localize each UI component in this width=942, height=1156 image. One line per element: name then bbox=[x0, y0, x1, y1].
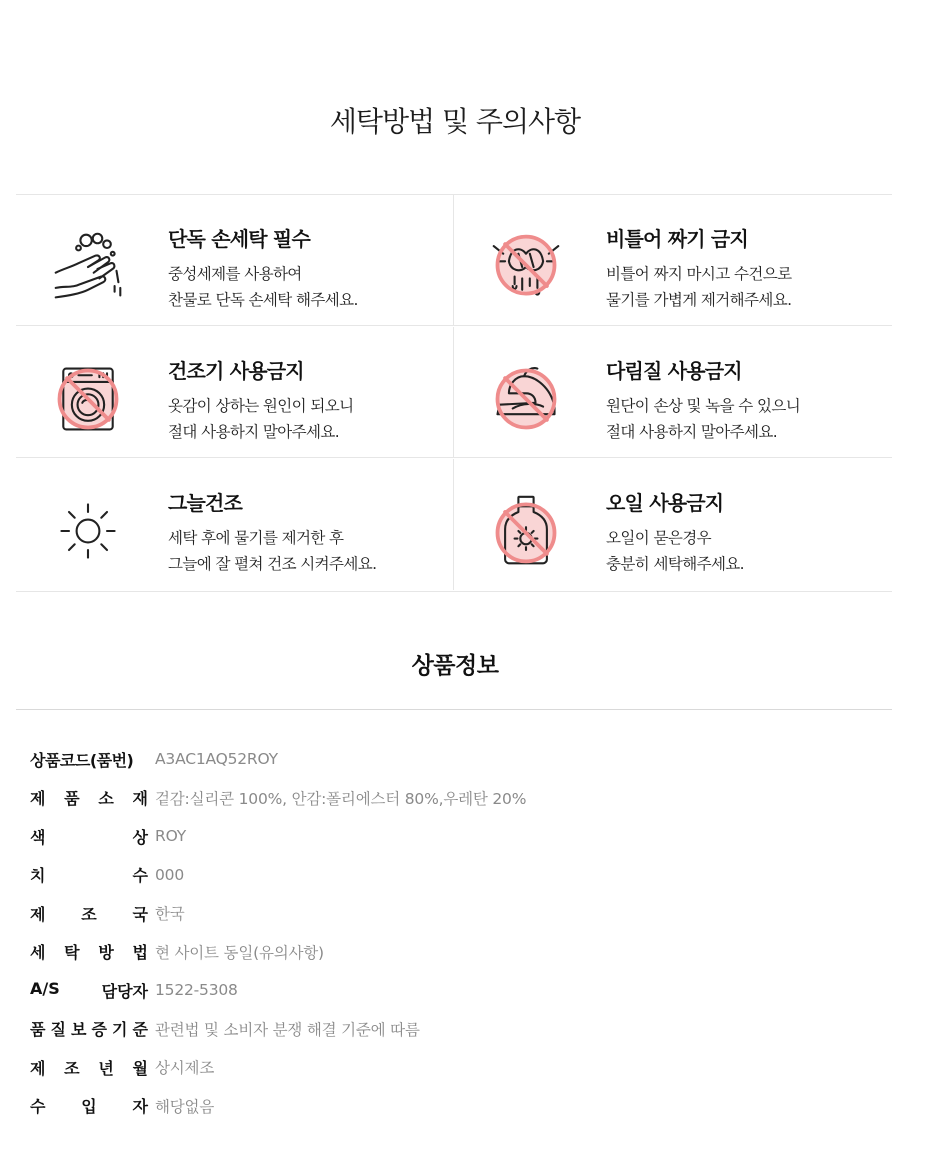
care-item-title: 비틀어 짜기 금지 bbox=[606, 227, 748, 251]
care-item-desc-line1: 중성세제를 사용하여 bbox=[168, 265, 302, 283]
care-item-desc-line2: 충분히 세탁해주세요. bbox=[606, 555, 745, 573]
care-item-shade-dry bbox=[16, 459, 453, 590]
info-label: 품 질 보 증 기 준 bbox=[30, 1020, 148, 1040]
care-item-title: 오일 사용금지 bbox=[606, 491, 724, 515]
care-grid bbox=[16, 194, 892, 592]
info-value: 해당없음 bbox=[155, 1097, 215, 1116]
care-item-desc-line2: 절대 사용하지 말아주세요. bbox=[606, 423, 778, 441]
care-item-title: 건조기 사용금지 bbox=[168, 359, 304, 383]
info-label: 세 탁 방 법 bbox=[30, 943, 148, 963]
info-row-product-code bbox=[30, 740, 890, 779]
no-dryer-icon bbox=[50, 361, 126, 437]
info-label: 수 입 자 bbox=[30, 1097, 148, 1117]
care-item-desc-line2: 그늘에 잘 펼쳐 건조 시켜주세요. bbox=[168, 555, 377, 573]
info-label: 상품코드(품번) bbox=[30, 750, 134, 770]
info-row-as-contact bbox=[30, 971, 890, 1010]
product-info-table bbox=[30, 740, 890, 1125]
care-section-title: 세탁방법 및 주의사항 bbox=[329, 105, 581, 138]
info-label: 제 조 국 bbox=[30, 904, 148, 924]
hand-wash-icon bbox=[50, 229, 126, 305]
info-label: 치 수 bbox=[30, 866, 148, 886]
care-item-desc-line2: 찬물로 단독 손세탁 해주세요. bbox=[168, 291, 358, 309]
care-item-desc-line1: 비틀어 짜지 마시고 수건으로 bbox=[606, 265, 792, 283]
care-item-no-wring bbox=[453, 195, 892, 326]
info-row-color bbox=[30, 817, 890, 856]
care-item-desc-line2: 절대 사용하지 말아주세요. bbox=[168, 423, 340, 441]
care-item-title: 다림질 사용금지 bbox=[606, 359, 742, 383]
care-item-title: 그늘건조 bbox=[168, 491, 243, 515]
info-value: 현 사이트 동일(유의사항) bbox=[155, 943, 324, 962]
info-value: 000 bbox=[155, 865, 184, 884]
info-value: 겉감:실리콘 100%, 안감:폴리에스터 80%,우레탄 20% bbox=[155, 789, 527, 808]
info-row-quality-guarantee bbox=[30, 1010, 890, 1049]
care-item-no-dryer bbox=[16, 327, 453, 458]
care-item-desc-line2: 물기를 가볍게 제거해주세요. bbox=[606, 291, 792, 309]
info-value: 한국 bbox=[155, 905, 185, 924]
care-item-desc-line1: 옷감이 상하는 원인이 되오니 bbox=[168, 397, 354, 415]
info-value: 1522-5308 bbox=[155, 981, 238, 1000]
info-value: 관련법 및 소비자 분쟁 해결 기준에 따름 bbox=[155, 1020, 420, 1039]
info-value: ROY bbox=[155, 827, 186, 846]
info-value: A3AC1AQ52ROY bbox=[155, 750, 278, 769]
care-item-desc-line1: 오일이 묻은경우 bbox=[606, 529, 711, 547]
care-item-desc-line1: 원단이 손상 및 녹을 수 있으니 bbox=[606, 397, 801, 415]
info-row-country bbox=[30, 894, 890, 933]
care-item-hand-wash bbox=[16, 195, 453, 326]
info-label: 색 상 bbox=[30, 827, 148, 847]
info-label: 제 조 년 월 bbox=[30, 1058, 148, 1078]
care-item-title: 단독 손세탁 필수 bbox=[168, 227, 310, 251]
info-value: 상시제조 bbox=[155, 1059, 215, 1078]
care-item-no-oil bbox=[453, 459, 892, 590]
no-wring-icon bbox=[488, 229, 564, 305]
care-item-no-iron bbox=[453, 327, 892, 458]
product-info-title: 상품정보 bbox=[411, 653, 499, 679]
info-row-wash-method bbox=[30, 933, 890, 972]
info-label: A/S 담당자 bbox=[30, 978, 148, 1001]
product-info-divider bbox=[16, 709, 892, 710]
no-oil-icon bbox=[488, 493, 564, 569]
info-row-manufacture-date bbox=[30, 1048, 890, 1087]
info-row-size bbox=[30, 856, 890, 895]
sun-shade-dry-icon bbox=[50, 493, 126, 569]
care-item-desc-line1: 세탁 후에 물기를 제거한 후 bbox=[168, 529, 344, 547]
info-label: 제 품 소 재 bbox=[30, 789, 148, 809]
info-row-importer bbox=[30, 1087, 890, 1126]
info-row-material bbox=[30, 779, 890, 818]
no-iron-icon bbox=[488, 361, 564, 437]
